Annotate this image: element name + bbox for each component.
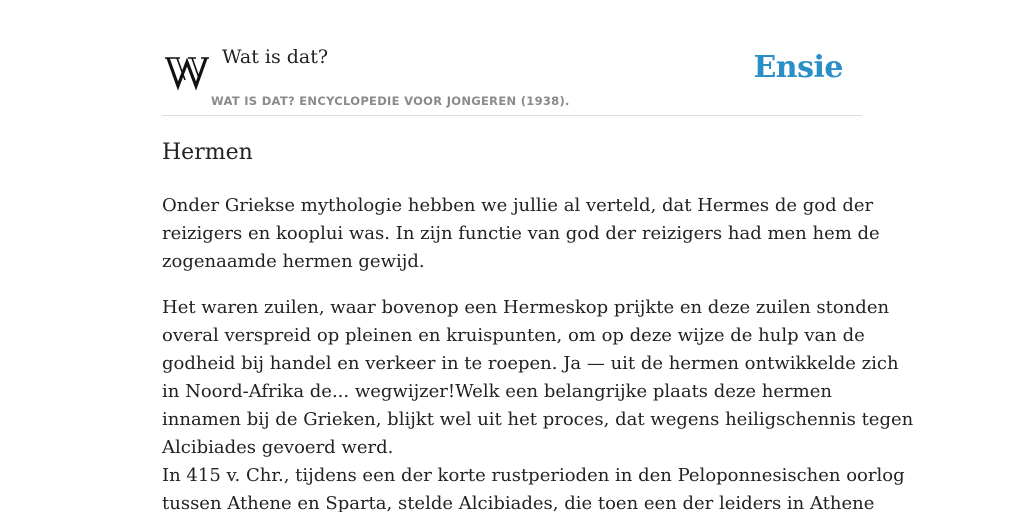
- article-body: [162, 192, 914, 512]
- wikipedia-w-icon[interactable]: [164, 48, 210, 94]
- text-line: innamen bij de Grieken, blijkt wel uit het proces, dat wegens heiligschennis tegen: [162, 409, 914, 430]
- text-line: godheid bij handel en verkeer in te roepen. Ja — uit de hermen ontwikkelde zich: [162, 353, 899, 374]
- logo-svg: [164, 48, 210, 94]
- text-line: Alcibiades gevoerd werd.: [162, 437, 394, 458]
- ensie-brand-link[interactable]: Ensie: [753, 50, 843, 85]
- text-line: In 415 v. Chr., tijdens een der korte rustperioden in den Peloponnesischen oorlog: [162, 465, 905, 486]
- text-line: reizigers en kooplui was. In zijn functie van god der reizigers had men hem de: [162, 223, 880, 244]
- text-line: in Noord-Afrika de... wegwijzer!Welk een belangrijke plaats deze hermen: [162, 381, 832, 402]
- text-line: Onder Griekse mythologie hebben we jullie al verteld, dat Hermes de god der: [162, 195, 874, 216]
- site-title[interactable]: Wat is dat?: [222, 46, 329, 68]
- page-container: [162, 0, 914, 512]
- article-paragraph: [162, 192, 880, 276]
- article-title: Hermen: [162, 140, 253, 165]
- article-paragraph: [162, 294, 914, 512]
- text-line: Het waren zuilen, waar bovenop een Hermeskop prijkte en deze zuilen stonden: [162, 297, 890, 318]
- text-line: zogenaamde hermen gewijd.: [162, 251, 425, 272]
- text-line: tussen Athene en Sparta, stelde Alcibiades, die toen een der leiders in Athene: [162, 493, 875, 512]
- site-subtitle: WAT IS DAT? ENCYCLOPEDIE VOOR JONGEREN (1938).: [211, 94, 570, 108]
- text-line: overal verspreid op pleinen en kruispunten, om op deze wijze de hulp van de: [162, 325, 865, 346]
- header-divider: [162, 115, 862, 116]
